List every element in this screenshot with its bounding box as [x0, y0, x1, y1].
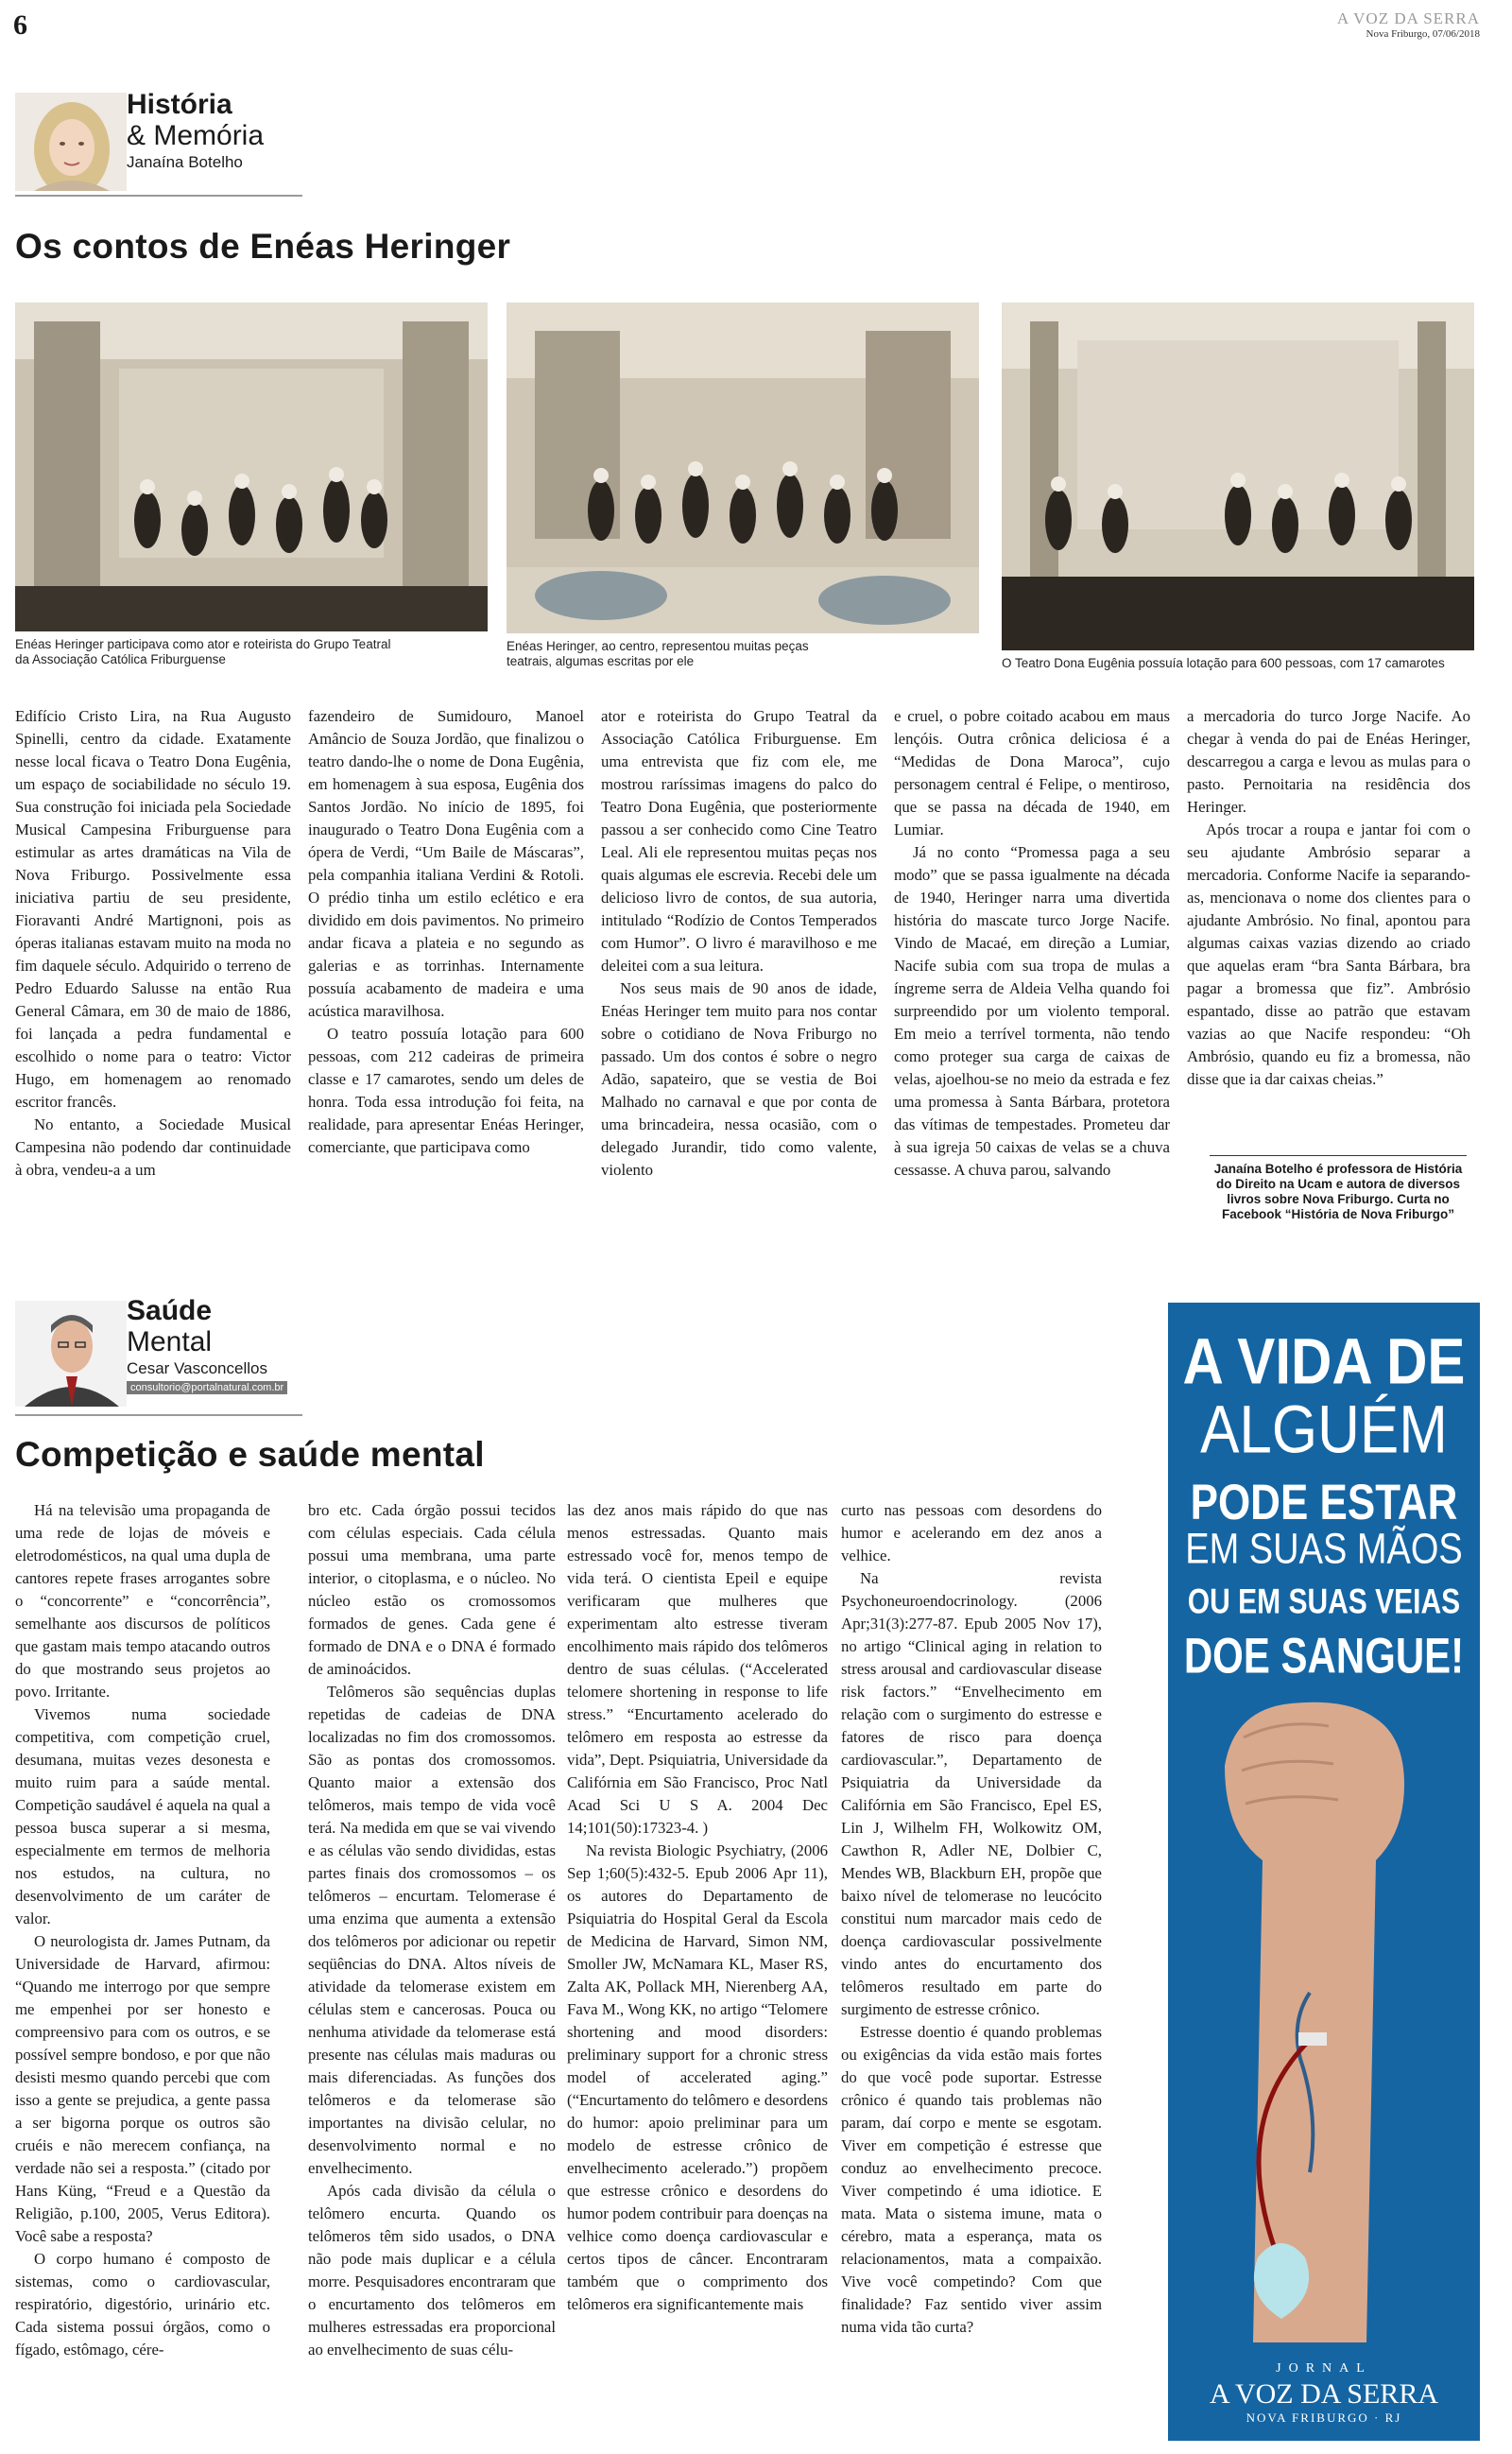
saude-text-column-1 [15, 1499, 270, 2441]
historia-text-column-1 [15, 705, 291, 1235]
blood-donation-ad[interactable] [1168, 1303, 1480, 2441]
author-photo-cesar [15, 1301, 127, 1407]
historia-text-column-2 [308, 705, 584, 1235]
header-rule [15, 1414, 302, 1416]
page-number: 6 [13, 9, 27, 41]
author-name: Janaína Botelho [127, 153, 243, 171]
column-title: História [127, 89, 232, 120]
column-subtitle: & Memória [127, 120, 265, 151]
ad-line-6: DOE SANGUE! [1183, 1628, 1465, 1684]
paragraph: O neurologista dr. James Putnam, da Universidade de Harvard, afirmou: “Quando me interrogo por que sempre me empenhei por ser honesto e compreensivo para com os outros, e se possível sempre bondoso, e por que não desisti mesmo quando percebi que com isso a gente se prejudica, a gente passa a ser bigorna porque os outros são cruéis e não merecem confiança, na verdade não sei a resposta.” (citado por Hans Küng, “Freud e a Questão da Religião, p.100, 2005, Verus Editora). Você sabe a resposta? [15, 1932, 270, 2245]
paragraph: Na revista Biologic Psychiatry, (2006 Sep 1;60(5):432-5. Epub 2006 Apr 11), os autores do Departamento de Psiquiatria do Hospital Geral da Escola de Medicina de Harvard, Simon NM, Smoller JW, McNamara KL, Maser RS, Zalta AK, Pollack MH, Nierenberg AA, Fava M., Wong KK, no artigo “Telomere shortening and mood disorders: preliminary support for a chronic stress model of accelerated aging.” (“Encurtamento do telômero e desordens do humor: apoio preliminar para um modelo de estresse crônico de envelhecimento acelerado.”) propõem que estresse crônico e desordens do humor podem contribuir para doenças na velhice como doença cardiovascular e certos tipos de câncer. Encontraram também que o comprimento dos telômeros era significantemente mais [567, 1841, 828, 2313]
ad-footer-jornal: JORNAL [1276, 2361, 1372, 2376]
photo-caption-2: Enéas Heringer, ao centro, representou muitas peças teatrais, algumas escritas por ele [507, 639, 809, 668]
paragraph: Já no conto “Promessa paga a seu modo” que se passa igualmente na década de 1940, Heringer narra uma divertida história do mascate turco Jorge Nacife. Vindo de Macaé, em direção a Lumiar, Nacife subia com sua tropa de mulas a íngreme serra de Aldeia Velha quando foi surpreendido por um violento temporal. Em meio a terrível tormenta, não tendo como proteger sua carga de caixas de velas, ajoelhou-se no meio da estrada e fez uma promessa à Santa Bárbara, protetora das vítimas de tempestades. Prometeu dar à sua igreja 50 caixas de velas se a chuva cessasse. A chuva parou, salvando [894, 843, 1170, 1179]
header-rule [15, 195, 302, 197]
historia-text-column-3 [601, 705, 877, 1235]
paragraph: Vivemos numa sociedade competitiva, com competição cruel, desumana, muitas vezes desonesta e muito ruim para a saúde mental. Competição saudável é aquela na qual a pessoa busca superar a si mesma, especialmente em termos de melhoria nos estudos, na cultura, no desenvolvimento de um caráter de valor. [15, 1705, 270, 1927]
column-subtitle: Mental [127, 1326, 213, 1357]
paragraph: fazendeiro de Sumidouro, Manoel Amâncio de Souza Jordão, que finalizou o teatro dando-lhe o nome de Dona Eugênia, em homenagem à sua esposa, Eugênia dos Santos Jordão. No início de 1895, foi inaugurado o Teatro Dona Eugênia com a ópera de Verdi, “Um Baile de Máscaras”, pela companhia italiana Verdini & Rotoli. O prédio tinha um estilo eclético e era dividido em dois pavimentos. No primeiro andar ficava a plateia e no segundo as galerias e as torrinhas. Internamente possuía acabamento de madeira e uma acústica maravilhosa. [308, 707, 584, 1020]
arm-fist-illustration [1168, 1681, 1480, 2342]
paragraph: e cruel, o pobre coitado acabou em maus lençóis. Outra crônica deliciosa é a “Medidas de Dona Maroca”, cujo personagem central é Felipe, o mentiroso, que se passa na década de 1940, em Lumiar. [894, 707, 1170, 838]
stage-photo-3 [1002, 302, 1474, 650]
historia-column-header [127, 89, 264, 172]
photo-caption-1: Enéas Heringer participava como ator e roteirista do Grupo Teatral da Associação Católica Friburguense [15, 637, 391, 666]
ad-line-3: PODE ESTAR [1190, 1475, 1458, 1530]
author-bio: Janaína Botelho é professora de História do Direito na Ucam e autora de diversos livros sobre Nova Friburgo. Curta no Facebook “História de Nova Friburgo” [1210, 1155, 1467, 1222]
headline: Os contos de Enéas Heringer [15, 227, 511, 266]
author-photo-janaina [15, 93, 127, 191]
paragraph: Nos seus mais de 90 anos de idade, Enéas Heringer tem muito para nos contar sobre o cotidiano de Nova Friburgo no passado. Um dos contos é sobre o negro Adão, sapateiro, que se vestia de Boi Malhado no carnaval e que por conta de uma brincadeira, nessa ocasião, com o delegado Jurandir, tido como valente, violento [601, 979, 877, 1179]
stage-photo-2 [507, 302, 979, 633]
masthead [1337, 9, 1480, 40]
column-title: Saúde [127, 1295, 213, 1326]
author-name: Cesar Vasconcellos [127, 1359, 267, 1377]
historia-text-column-5 [1187, 705, 1470, 1140]
paragraph: Na revista Psychoneuroendocrinology. (2006 Apr;31(3):277-87. Epub 2005 Nov 17), no artigo “Clinical aging in relation to stress arousal and cardiovascular disease risk factors.” “Envelhecimento em relação com o surgimento do estresse e fatores de risco para doença cardiovascular.”, Departamento de Psiquiatria da Universidade da Califórnia em São Francisco, Epel ES, Lin J, Wilhelm FH, Wolkowitz OM, Cawthon R, Adler NE, Dolbier C, Mendes WB, Blackburn EH, propõe que baixo nível de telomerase no leucócito constitui num marcador mais cedo de doença cardiovascular possivelmente vindo antes do encurtamento dos telômeros resultado em parte do surgimento de estresse crônico. [841, 1569, 1102, 2018]
saude-text-column-2 [308, 1499, 556, 2441]
paragraph: Edifício Cristo Lira, na Rua Augusto Spinelli, centro da cidade. Exatamente nesse local ficava o Teatro Dona Eugênia, um espaço de sociabilidade no século 19. Sua construção foi iniciada pela Sociedade Musical Campesina Friburguense para estimular as artes dramáticas na Vila de Nova Friburgo. Possivelmente essa iniciativa partiu de seu presidente, Fioravanti André Martignoni, pois as óperas italianas estavam muito na moda no fim daquele século. Adquirido o terreno de Pedro Eduardo Salusse na então Rua General Câmara, em 30 de maio de 1886, foi lançada a pedra fundamental e escolhido o nome para o teatro: Victor Hugo, em homenagem ao renomado escritor francês. [15, 707, 291, 1111]
paragraph: Após trocar a roupa e jantar foi com o seu ajudante Ambrósio separar a mercadoria. Conforme Nacife ia separando-as, mencionava o nome dos clientes para o ajudante Ambrósio. No final, apontou para algumas caixas vazias dizendo ao criado que aquelas eram “bra Santa Bárbara, bra pagar a bromessa que fiz”. Ambrósio espantado, disse ao patrão que estavam vazias ao que Nacife respondeu: “Oh Ambrósio, quando eu fiz a bromessa, não disse que ia dar caixas cheias.” [1187, 821, 1470, 1088]
paragraph: O teatro possuía lotação para 600 pessoas, com 212 cadeiras de primeira classe e 17 camarotes, sendo um deles de honra. Toda essa introdução foi feita, na realidade, para apresentar Enéas Heringer, comerciante, que participava como [308, 1025, 584, 1156]
paragraph: ator e roteirista do Grupo Teatral da Associação Católica Friburguense. Em uma entrevista que fiz com ele, me mostrou raríssimas imagens do palco do Teatro Dona Eugênia, que posteriormente passou a ser conhecido como Cine Teatro Leal. Ali ele representou muitas peças nos quais algumas ele escrevia. Recebi dele um delicioso livro de contos, de sua autoria, intitulado “Rodízio de Contos Temperados com Humor”. O livro é maravilhoso e me deleitei com a sua leitura. [601, 707, 877, 975]
saude-text-column-3 [567, 1499, 828, 2441]
paragraph: a mercadoria do turco Jorge Nacife. Ao chegar à venda do pai de Enéas Heringer, descarregou a carga e levou as mulas para o pasto. Pernoitaria na residência dos Heringer. [1187, 707, 1470, 816]
author-email: consultorio@portalnatural.com.br [127, 1381, 287, 1394]
ad-footer-city: NOVA FRIBURGO · RJ [1246, 2411, 1402, 2425]
saude-column-header [127, 1295, 287, 1395]
photo-caption-3: O Teatro Dona Eugênia possuía lotação para 600 pessoas, com 17 camarotes [1002, 656, 1445, 670]
ad-line-5: OU EM SUAS VEIAS [1187, 1582, 1461, 1622]
ad-footer-name: A VOZ DA SERRA [1210, 2378, 1438, 2410]
historia-text-column-4 [894, 705, 1170, 1235]
paragraph: bro etc. Cada órgão possui tecidos com células especiais. Cada célula possui uma membrana, uma parte interior, o citoplasma, e o núcleo. No núcleo estão os cromossomos formados de genes. Cada gene é formado de DNA e o DNA é formado de aminoácidos. [308, 1501, 556, 1678]
paragraph: curto nas pessoas com desordens do humor e acelerando em dez anos a velhice. [841, 1501, 1102, 1564]
paragraph: Após cada divisão da célula o telômero encurta. Quando os telômeros têm sido usados, o DNA não pode mais duplicar e a célula morre. Pesquisadores encontraram que o encurtamento dos telômeros em mulheres estressadas era proporcional ao envelhecimento de suas célu- [308, 2182, 556, 2359]
saude-text-column-4 [841, 1499, 1102, 2441]
paragraph: No entanto, a Sociedade Musical Campesina não podendo dar continuidade à obra, vendeu-a a um [15, 1115, 291, 1179]
paragraph: Há na televisão uma propaganda de uma rede de lojas de móveis e eletrodomésticos, na qual uma dupla de cantores repete frases arrogantes sobre o “concorrente” e “concorrência”, semelhante aos discursos de políticos que gastam mais tempo atacando outros do que mostrando seus projetos ao povo. Irritante. [15, 1501, 270, 1701]
paragraph: las dez anos mais rápido do que nas menos estressadas. Quanto mais estressado você for, menos tempo de vida terá. O cientista Epeil e equipe verificaram que mulheres que experimentam alto estresse tiveram encolhimento mais rápido dos telômeros dentro de suas células. (“Accelerated telomere shortening in response to life stress.” “Encurtamento acelerado do telômero em resposta ao estresse da vida”, Dept. Psiquiatria, Universidade da Califórnia em São Francisco, Proc Natl Acad Sci U S A. 2004 Dec 14;101(50):17323-4. ) [567, 1501, 828, 1837]
stage-photo-1 [15, 302, 488, 631]
ad-line-4: EM SUAS MÃOS [1185, 1526, 1463, 1574]
paragraph: Telômeros são sequências duplas repetidas de cadeias de DNA localizadas no fim dos cromossomos. São as pontas dos cromossomos. Quanto maior a extensão dos telômeros, mais tempo de vida você terá. Na medida em que se vai vivendo e as células vão sendo divididas, estas partes finais dos cromossomos – os telômeros – encurtam. Telomerase é uma enzima que aumenta a extensão dos telômeros por adicionar ou repetir seqüências do DNA. Altos níveis de atividade da telomerase existem em células stem e cancerosas. Pouca ou nenhuma atividade da telomerase está presente nas células mais maduras ou mais diferenciadas. As funções dos telômeros e da telomerase são importantes na divisão celular, no desenvolvimento normal e no envelhecimento. [308, 1683, 556, 2177]
headline: Competição e saúde mental [15, 1435, 485, 1474]
masthead-name: A VOZ DA SERRA [1336, 9, 1480, 27]
paragraph: O corpo humano é composto de sistemas, como o cardiovascular, respiratório, digestório, urinário etc. Cada sistema possui órgãos, como o fígado, estômago, cére- [15, 2250, 270, 2359]
ad-line-1: A VIDA DE [1182, 1324, 1466, 1398]
dateline: Nova Friburgo, 07/06/2018 [1366, 28, 1480, 40]
paragraph: Estresse doentio é quando problemas ou exigências da vida estão mais fortes do que você pode suportar. Estresse crônico é quando tais problemas não param, daí corpo e mente se esgotam. Viver em competição é estresse que conduz ao envelhecimento precoce. Viver competindo é uma idiotice. E mata. Mata o sistema imune, mata o cérebro, mata a esperança, mata os relacionamentos, mata a compaixão. Vive você competindo? Com que finalidade? Faz sentido viver assim numa vida tão curta? [841, 2023, 1102, 2336]
ad-line-2: ALGUÉM [1200, 1392, 1448, 1468]
